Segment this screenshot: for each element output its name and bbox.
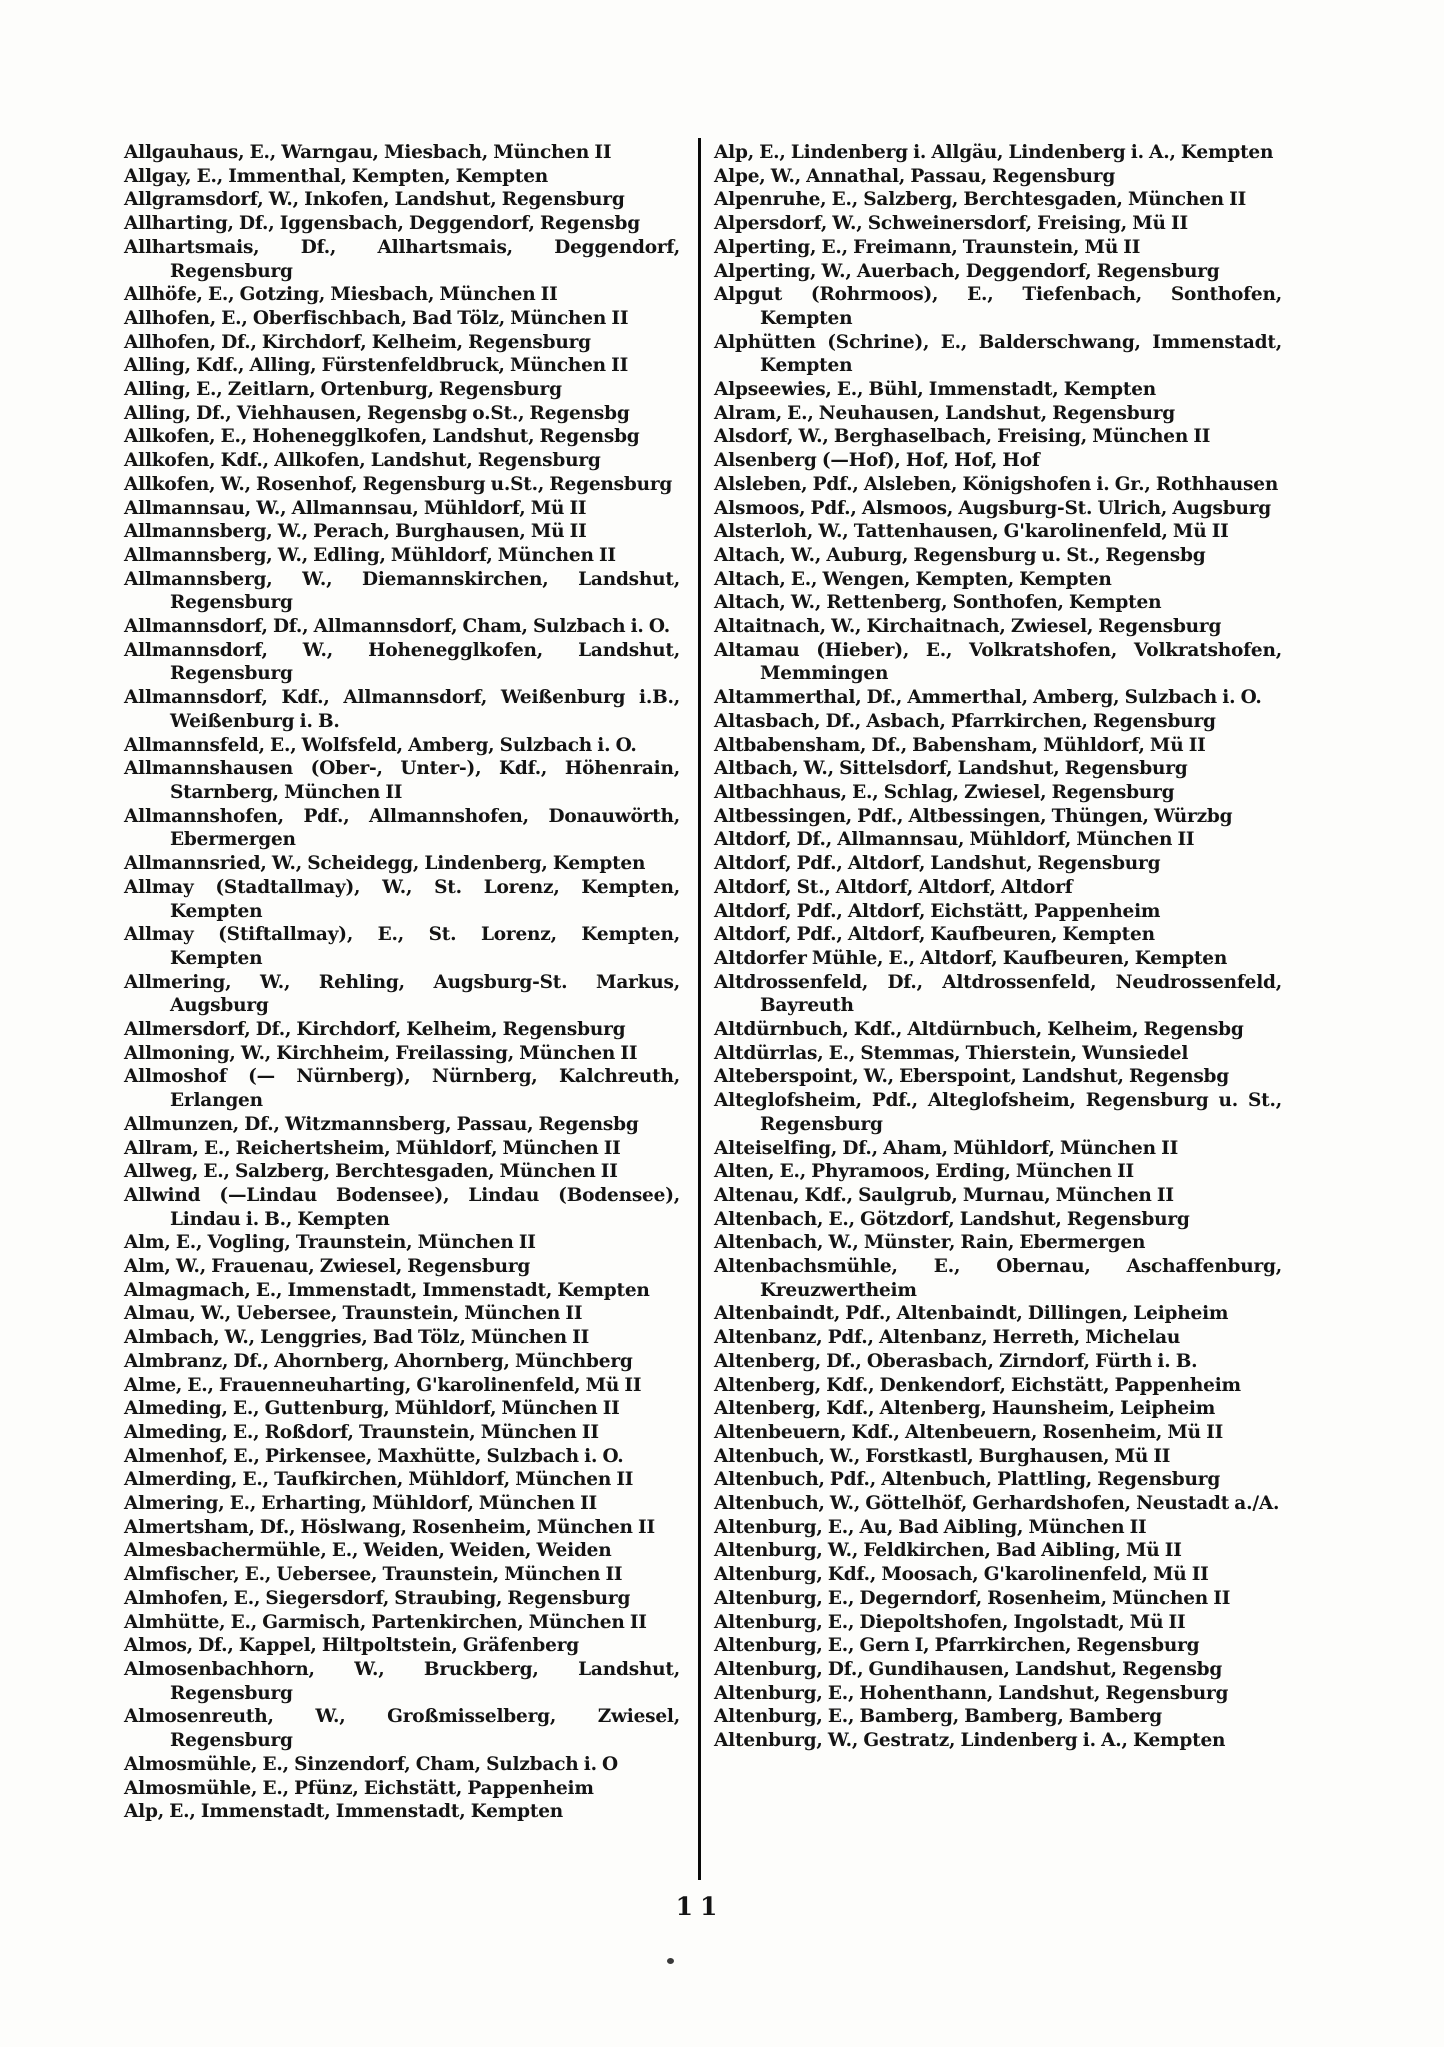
- gazetteer-entry: Alperting, W., Auerbach, Deggendorf, Regensburg: [714, 260, 1220, 282]
- gazetteer-entry: Altenbanz, Pdf., Altenbanz, Herreth, Michelau: [714, 1327, 1181, 1349]
- gazetteer-entry: Alten, E., Phyramoos, Erding, München II: [714, 1161, 1134, 1183]
- gazetteer-entry: Altdürrlas, E., Stemmas, Thierstein, Wunsiedel: [714, 1042, 1189, 1064]
- gazetteer-entry: Allgay, E., Immenthal, Kempten, Kempten: [124, 165, 549, 187]
- gazetteer-entry: Allhofen, E., Oberfischbach, Bad Tölz, München II: [124, 307, 629, 329]
- gazetteer-entry: Allmay (Stiftallmay), E., St. Lorenz, Kempten, Kempten: [124, 924, 680, 969]
- gazetteer-entry: Allwind (—Lindau Bodensee), Lindau (Bodensee), Lindau i. B., Kempten: [124, 1184, 680, 1230]
- gazetteer-entry: Altach, W., Rettenberg, Sonthofen, Kempten: [714, 592, 1162, 614]
- gazetteer-entry: Alsleben, Pdf., Alsleben, Königshofen i. Gr., Rothhausen: [714, 473, 1279, 495]
- gazetteer-entry: Allmannsdorf, Kdf., Allmannsdorf, Weißenburg i.B., Weißenburg i. B.: [124, 687, 680, 732]
- gazetteer-entry: Allmannsdorf, W., Hohenegglkofen, Landshut, Regensburg: [124, 639, 680, 685]
- gazetteer-entry: Alteiselfing, Df., Aham, Mühldorf, München II: [714, 1137, 1179, 1159]
- gazetteer-entry: Allgauhaus, E., Warngau, Miesbach, München II: [124, 142, 612, 163]
- gazetteer-entry: Altenbuch, W., Göttelhöf, Gerhardshofen, Neustadt a./A.: [714, 1493, 1280, 1515]
- gazetteer-entry: Altenburg, W., Feldkirchen, Bad Aibling, Mü II: [714, 1540, 1182, 1562]
- gazetteer-entry: Allgramsdorf, W., Inkofen, Landshut, Regensburg: [124, 189, 625, 211]
- gazetteer-entry: Almau, W., Uebersee, Traunstein, München II: [124, 1303, 583, 1325]
- gazetteer-entry: Almertsham, Df., Höslwang, Rosenheim, München II: [124, 1516, 655, 1538]
- gazetteer-entry: Altach, W., Auburg, Regensburg u. St., Regensbg: [714, 544, 1206, 566]
- gazetteer-entry: Altamau (Hieber), E., Volkratshofen, Volkratshofen, Memmingen: [714, 639, 1282, 685]
- gazetteer-entry: Altenburg, E., Au, Bad Aibling, München II: [714, 1516, 1147, 1538]
- gazetteer-entry: Almbranz, Df., Ahornberg, Ahornberg, Münchberg: [124, 1350, 633, 1372]
- gazetteer-entry: Almenhof, E., Pirkensee, Maxhütte, Sulzbach i. O.: [124, 1445, 624, 1467]
- gazetteer-entry: Altenbuch, Pdf., Altenbuch, Plattling, Regensburg: [714, 1469, 1221, 1491]
- gazetteer-entry: Almosmühle, E., Pfünz, Eichstätt, Pappenheim: [124, 1777, 594, 1799]
- gazetteer-entry: Altenbach, W., Münster, Rain, Ebermergen: [714, 1232, 1146, 1254]
- gazetteer-entry: Allweg, E., Salzberg, Berchtesgaden, München II: [124, 1161, 618, 1183]
- gazetteer-entry: Almfischer, E., Uebersee, Traunstein, München II: [124, 1564, 623, 1586]
- gazetteer-entry: Altdorf, Pdf., Altdorf, Kaufbeuren, Kempten: [714, 924, 1155, 946]
- gazetteer-entry: Altdürnbuch, Kdf., Altdürnbuch, Kelheim, Regensbg: [714, 1019, 1244, 1041]
- gazetteer-entry: Altenbach, E., Götzdorf, Landshut, Regensburg: [714, 1208, 1190, 1230]
- gazetteer-entry: Alp, E., Immenstadt, Immenstadt, Kempten: [124, 1801, 564, 1823]
- gazetteer-entry: Altbessingen, Pdf., Altbessingen, Thüngen, Würzbg: [714, 805, 1233, 827]
- gazetteer-entry: Alsmoos, Pdf., Alsmoos, Augsburg-St. Ulrich, Augsburg: [714, 497, 1272, 519]
- gazetteer-entry: Almeding, E., Guttenburg, Mühldorf, München II: [124, 1398, 620, 1420]
- gazetteer-entry: Allkofen, Kdf., Allkofen, Landshut, Regensburg: [124, 450, 601, 472]
- gazetteer-entry: Altdorfer Mühle, E., Altdorf, Kaufbeuren, Kempten: [714, 947, 1228, 969]
- gazetteer-entry: Allkofen, W., Rosenhof, Regensburg u.St., Regensburg: [124, 473, 673, 495]
- gazetteer-entry: Alling, E., Zeitlarn, Ortenburg, Regensburg: [124, 379, 562, 401]
- gazetteer-entry: Altenberg, Df., Oberasbach, Zirndorf, Fürth i. B.: [714, 1350, 1198, 1372]
- gazetteer-entry: Altenburg, W., Gestratz, Lindenberg i. A., Kempten: [714, 1730, 1226, 1752]
- gazetteer-entry: Altdorf, Pdf., Altdorf, Eichstätt, Pappenheim: [714, 900, 1161, 922]
- gazetteer-entry: Almosmühle, E., Sinzendorf, Cham, Sulzbach i. O: [124, 1753, 618, 1775]
- gazetteer-entry: Alpenruhe, E., Salzberg, Berchtesgaden, München II: [714, 189, 1247, 211]
- gazetteer-entry: Altbach, W., Sittelsdorf, Landshut, Regensburg: [714, 758, 1188, 780]
- gazetteer-entry: Almering, E., Erharting, Mühldorf, München II: [124, 1493, 597, 1515]
- gazetteer-entry: Almosenreuth, W., Großmisselberg, Zwiesel, Regensburg: [124, 1706, 680, 1752]
- gazetteer-entry: Altenburg, E., Gern I, Pfarrkirchen, Regensburg: [714, 1635, 1200, 1657]
- gazetteer-entry: Allhartsmais, Df., Allhartsmais, Deggendorf, Regensburg: [124, 236, 680, 282]
- gazetteer-entry: Altenbuch, W., Forstkastl, Burghausen, Mü II: [714, 1445, 1171, 1467]
- gazetteer-entry: Almhütte, E., Garmisch, Partenkirchen, München II: [124, 1611, 647, 1633]
- gazetteer-entry: Altdorf, Pdf., Altdorf, Landshut, Regensburg: [714, 853, 1161, 875]
- gazetteer-entry: Alm, E., Vogling, Traunstein, München II: [124, 1232, 536, 1254]
- gazetteer-entry: Altdorf, St., Altdorf, Altdorf, Altdorf: [714, 876, 1073, 898]
- gazetteer-entry: Alme, E., Frauenneuharting, G'karolinenfeld, Mü II: [124, 1374, 642, 1396]
- gazetteer-entry: Allmannsau, W., Allmannsau, Mühldorf, Mü II: [124, 497, 587, 519]
- gazetteer-entry: Almerding, E., Taufkirchen, Mühldorf, München II: [124, 1469, 634, 1491]
- gazetteer-entry: Allkofen, E., Hohenegglkofen, Landshut, Regensbg: [124, 426, 640, 448]
- gazetteer-entry: Altenburg, E., Bamberg, Bamberg, Bamberg: [714, 1706, 1163, 1728]
- gazetteer-entry: Almagmach, E., Immenstadt, Immenstadt, Kempten: [124, 1279, 650, 1301]
- gazetteer-entry: Allmannsberg, W., Perach, Burghausen, Mü II: [124, 521, 587, 543]
- gazetteer-entry: Altdrossenfeld, Df., Altdrossenfeld, Neudrossenfeld, Bayreuth: [714, 971, 1282, 1017]
- gazetteer-entry: Altenburg, E., Hohenthann, Landshut, Regensburg: [714, 1682, 1229, 1704]
- gazetteer-entry: Altammerthal, Df., Ammerthal, Amberg, Sulzbach i. O.: [714, 687, 1262, 709]
- gazetteer-entry: Alling, Kdf., Alling, Fürstenfeldbruck, München II: [124, 355, 629, 377]
- gazetteer-entry: Altenbachsmühle, E., Obernau, Aschaffenburg, Kreuzwertheim: [714, 1256, 1282, 1301]
- gazetteer-entry: Altbabensham, Df., Babensham, Mühldorf, Mü II: [714, 734, 1206, 756]
- gazetteer-entry: Altenbeuern, Kdf., Altenbeuern, Rosenheim, Mü II: [714, 1421, 1224, 1443]
- gazetteer-entry: Allram, E., Reichertsheim, Mühldorf, München II: [124, 1137, 621, 1159]
- ink-dot-artifact: [667, 1958, 674, 1964]
- gazetteer-entry: Altenau, Kdf., Saulgrub, Murnau, München II: [714, 1184, 1174, 1206]
- gazetteer-entry: Allmannsdorf, Df., Allmannsdorf, Cham, Sulzbach i. O.: [124, 616, 670, 638]
- gazetteer-entry: Allmay (Stadtallmay), W., St. Lorenz, Kempten, Kempten: [124, 876, 680, 922]
- gazetteer-entry: Altach, E., Wengen, Kempten, Kempten: [714, 568, 1112, 590]
- gazetteer-entry: Alteglofsheim, Pdf., Alteglofsheim, Regensburg u. St., Regensburg: [714, 1090, 1282, 1135]
- page-number: 11: [675, 1892, 725, 1921]
- gazetteer-entry: Alm, W., Frauenau, Zwiesel, Regensburg: [124, 1256, 531, 1278]
- gazetteer-entry: Almesbachermühle, E., Weiden, Weiden, Weiden: [124, 1540, 612, 1562]
- gazetteer-entry: Almosenbachhorn, W., Bruckberg, Landshut, Regensburg: [124, 1659, 680, 1704]
- gazetteer-entry: Alp, E., Lindenberg i. Allgäu, Lindenberg i. A., Kempten: [714, 142, 1274, 163]
- gazetteer-entry: Allmannsberg, W., Edling, Mühldorf, München II: [124, 544, 616, 566]
- gazetteer-entry: Almhofen, E., Siegersdorf, Straubing, Regensburg: [124, 1587, 631, 1609]
- gazetteer-entry: Altaitnach, W., Kirchaitnach, Zwiesel, Regensburg: [714, 616, 1222, 638]
- gazetteer-entry: Alpe, W., Annathal, Passau, Regensburg: [714, 165, 1116, 187]
- gazetteer-entry: Altenburg, Kdf., Moosach, G'karolinenfeld, Mü II: [714, 1564, 1209, 1586]
- gazetteer-entry: Allmoning, W., Kirchheim, Freilassing, München II: [124, 1042, 638, 1064]
- gazetteer-entry: Allhofen, Df., Kirchdorf, Kelheim, Regensburg: [124, 331, 591, 353]
- gazetteer-entry: Alpersdorf, W., Schweinersdorf, Freising, Mü II: [714, 213, 1188, 235]
- gazetteer-entry: Alram, E., Neuhausen, Landshut, Regensburg: [714, 402, 1176, 424]
- gazetteer-entry: Altenbaindt, Pdf., Altenbaindt, Dillingen, Leipheim: [714, 1303, 1229, 1325]
- gazetteer-entry: Altdorf, Df., Allmannsau, Mühldorf, München II: [714, 829, 1195, 851]
- gazetteer-entry: Allmannshausen (Ober-, Unter-), Kdf., Höhenrain, Starnberg, München II: [124, 758, 680, 803]
- gazetteer-entry: Allmunzen, Df., Witzmannsberg, Passau, Regensbg: [124, 1113, 639, 1135]
- column-divider-rule: [698, 138, 701, 1880]
- gazetteer-entry: Altenburg, Df., Gundihausen, Landshut, Regensbg: [714, 1659, 1223, 1680]
- gazetteer-entry: Alsdorf, W., Berghaselbach, Freising, München II: [714, 426, 1211, 448]
- gazetteer-entry: Allmannshofen, Pdf., Allmannshofen, Donauwörth, Ebermergen: [124, 805, 680, 851]
- gazetteer-entry: Altenburg, E., Degerndorf, Rosenheim, München II: [714, 1587, 1231, 1609]
- gazetteer-entry: Alsenberg (—Hof), Hof, Hof, Hof: [714, 450, 1040, 472]
- gazetteer-entry: Allmannsberg, W., Diemannskirchen, Landshut, Regensburg: [124, 568, 680, 614]
- gazetteer-entry: Almeding, E., Roßdorf, Traunstein, München II: [124, 1421, 599, 1443]
- gazetteer-entry: Altenberg, Kdf., Altenberg, Haunsheim, Leipheim: [714, 1398, 1216, 1420]
- gazetteer-entry: Almos, Df., Kappel, Hiltpoltstein, Gräfenberg: [124, 1635, 579, 1657]
- gazetteer-entry: Allmoshof (— Nürnberg), Nürnberg, Kalchreuth, Erlangen: [124, 1066, 680, 1112]
- gazetteer-entry: Alsterloh, W., Tattenhausen, G'karolinenfeld, Mü II: [714, 521, 1229, 543]
- gazetteer-entry: Alteberspoint, W., Eberspoint, Landshut, Regensbg: [714, 1066, 1230, 1088]
- gazetteer-entry: Allmering, W., Rehling, Augsburg-St. Markus, Augsburg: [124, 971, 680, 1017]
- gazetteer-entry: Allhöfe, E., Gotzing, Miesbach, München II: [124, 284, 558, 306]
- right-column: [714, 141, 1282, 1753]
- gazetteer-entry: Allharting, Df., Iggensbach, Deggendorf, Regensbg: [124, 213, 640, 235]
- gazetteer-entry: Altbachhaus, E., Schlag, Zwiesel, Regensburg: [714, 781, 1175, 803]
- gazetteer-entry: Allmersdorf, Df., Kirchdorf, Kelheim, Regensburg: [124, 1019, 626, 1041]
- gazetteer-entry: Altenburg, E., Diepoltshofen, Ingolstadt, Mü II: [714, 1611, 1186, 1633]
- gazetteer-entry: Alpgut (Rohrmoos), E., Tiefenbach, Sonthofen, Kempten: [714, 284, 1282, 329]
- gazetteer-entry: Alphütten (Schrine), E., Balderschwang, Immenstadt, Kempten: [714, 331, 1282, 377]
- gazetteer-entry: Alpseewies, E., Bühl, Immenstadt, Kempten: [714, 379, 1157, 401]
- left-column: [124, 141, 680, 1824]
- gazetteer-entry: Alling, Df., Viehhausen, Regensbg o.St., Regensbg: [124, 402, 630, 424]
- gazetteer-entry: Allmannsfeld, E., Wolfsfeld, Amberg, Sulzbach i. O.: [124, 734, 637, 756]
- gazetteer-entry: Allmannsried, W., Scheidegg, Lindenberg, Kempten: [124, 853, 646, 875]
- gazetteer-entry: Almbach, W., Lenggries, Bad Tölz, München II: [124, 1327, 590, 1349]
- gazetteer-entry: Alperting, E., Freimann, Traunstein, Mü II: [714, 236, 1141, 258]
- gazetteer-entry: Altasbach, Df., Asbach, Pfarrkirchen, Regensburg: [714, 710, 1216, 732]
- gazetteer-entry: Altenberg, Kdf., Denkendorf, Eichstätt, Pappenheim: [714, 1374, 1241, 1396]
